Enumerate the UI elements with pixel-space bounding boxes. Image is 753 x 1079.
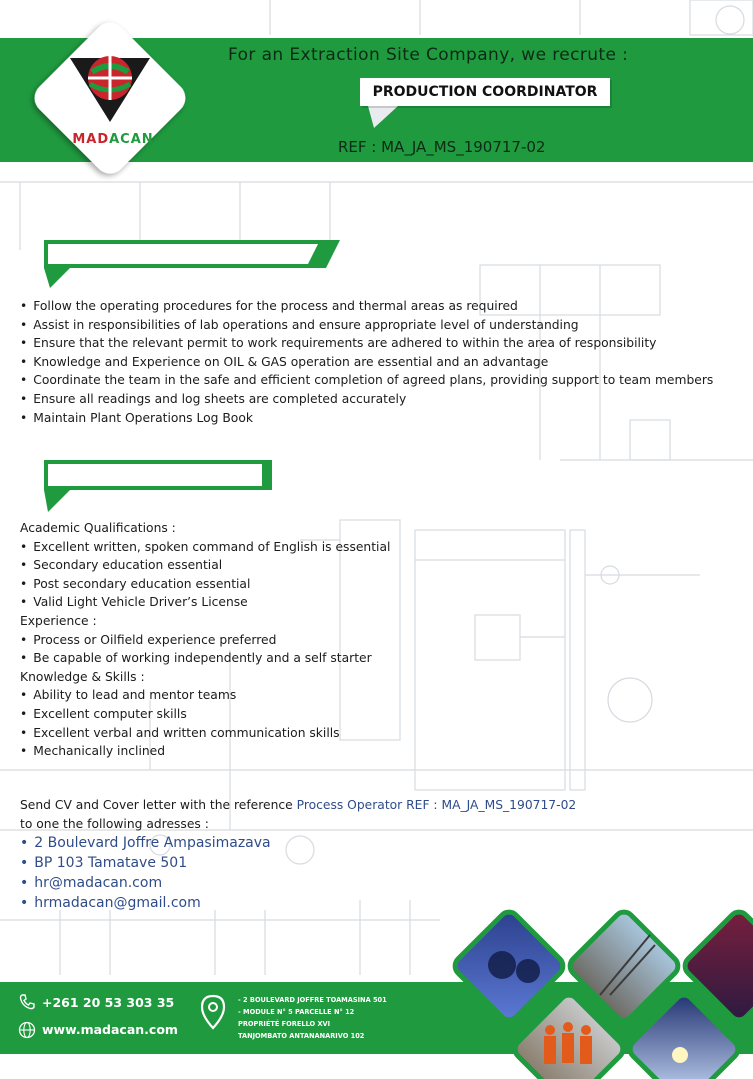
address-street: • 2 Boulevard Joffre Ampasimazava bbox=[20, 833, 271, 853]
company-logo bbox=[22, 10, 198, 186]
apply-reference: Process Operator REF : MA_JA_MS_190717-02 bbox=[296, 798, 577, 812]
responsibilities-list bbox=[20, 297, 713, 427]
job-reference: REF : MA_JA_MS_190717-02 bbox=[338, 138, 546, 156]
list-item: • Assist in responsibilities of lab operations and ensure appropriate level of understanding bbox=[20, 316, 713, 335]
application-instructions bbox=[20, 796, 576, 833]
globe-icon bbox=[18, 1021, 36, 1039]
list-item: • Mechanically inclined bbox=[20, 742, 390, 761]
list-item: • Excellent verbal and written communication skills bbox=[20, 724, 390, 743]
list-item: • Ensure that the relevant permit to work requirements are adhered to within the area of responsibility bbox=[20, 334, 713, 353]
qualifications-banner bbox=[30, 456, 280, 516]
list-item: • Ability to lead and mentor teams bbox=[20, 686, 390, 705]
skills-label: Knowledge & Skills : bbox=[20, 669, 145, 684]
list-item: • Coordinate the team in the safe and efficient completion of agreed plans, providing support to team members bbox=[20, 371, 713, 390]
footer-phone[interactable]: +261 20 53 303 35 bbox=[42, 995, 175, 1010]
list-item: • Post secondary education essential bbox=[20, 575, 390, 594]
footer-website[interactable]: www.madacan.com bbox=[42, 1022, 178, 1037]
list-item: • Valid Light Vehicle Driver’s License bbox=[20, 593, 390, 612]
list-item: • Process or Oilfield experience preferred bbox=[20, 631, 390, 650]
list-item: • Excellent computer skills bbox=[20, 705, 390, 724]
recruit-line: For an Extraction Site Company, we recrute : bbox=[228, 45, 629, 65]
location-pin-icon bbox=[200, 994, 226, 1030]
email-gmail[interactable]: • hrmadacan@gmail.com bbox=[20, 893, 271, 913]
list-item: • Be capable of working independently and a self starter bbox=[20, 649, 390, 668]
email-hr[interactable]: • hr@madacan.com bbox=[20, 873, 271, 893]
qualifications-list bbox=[20, 519, 390, 761]
academic-label: Academic Qualifications : bbox=[20, 521, 176, 535]
experience-label: Experience : bbox=[20, 613, 97, 628]
list-item: • Knowledge and Experience on OIL & GAS operation are essential and an advantage bbox=[20, 353, 713, 372]
title-flag-icon bbox=[368, 106, 398, 128]
job-title: PRODUCTION COORDINATOR bbox=[360, 78, 610, 106]
address-po-box: • BP 103 Tamatave 501 bbox=[20, 853, 271, 873]
apply-line2: to one the following adresses : bbox=[20, 816, 209, 831]
list-item: • Secondary education essential bbox=[20, 556, 390, 575]
address-list bbox=[20, 833, 271, 913]
phone-icon bbox=[18, 993, 36, 1011]
photo-collage bbox=[440, 905, 753, 1079]
footer-address: - 2 BOULEVARD JOFFRE TOAMASINA 501 - MODULE N° 5 PARCELLE N° 12 PROPRIÉTÉ FORELLO XVI TANJOMBATO ANTANANARIVO 102 bbox=[238, 996, 387, 1040]
list-item: • Ensure all readings and log sheets are completed accurately bbox=[20, 390, 713, 409]
list-item: • Maintain Plant Operations Log Book bbox=[20, 409, 713, 428]
list-item: • Excellent written, spoken command of English is essential bbox=[20, 538, 390, 557]
company-name: MADACAN bbox=[72, 132, 154, 147]
list-item: • Follow the operating procedures for the process and thermal areas as required bbox=[20, 297, 713, 316]
apply-prefix: Send CV and Cover letter with the reference bbox=[20, 798, 297, 812]
responsibilities-banner bbox=[30, 234, 340, 294]
